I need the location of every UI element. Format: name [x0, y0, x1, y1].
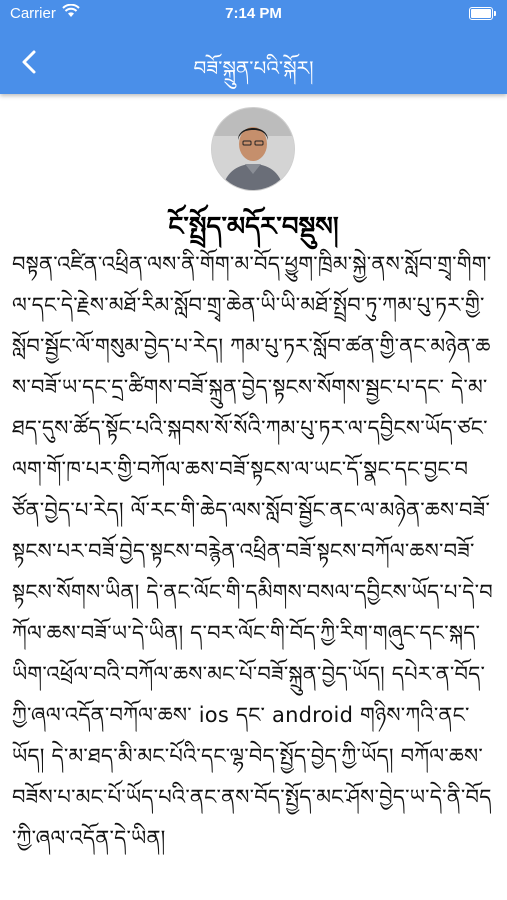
intro-paragraph: བསྟན་འཛིན་འཕྲིན་ལས་ནི་གོག་མ་བོད་ཕྱུག་ཁྲིམ་སྐྱེ་ནས་སློབ་གྲྭ་གིག་ལ་དང་དེ་རྗེས་མཐོ་རིམ་སློབ་གྲྭ་ཆེན་ཡི་ཡི་མཐོ་སྤྲོབ་ཏུ་ཀམ་པུ་ཏར་གྱི་སློབ་སྦྱོང་ལོ་གསུམ་བྱེད་པ་རེད། ཀམ་པུ་ཏར་སློབ་ཚན་གྱི་ནང་མཉེན་ཆས་བཟོ་ཡ་དང་དྲ་ཚིགས་བཟོ་སྐྲུན་བྱེད་སྟངས་སོགས་སྦྱང་པ་དང་ དེ་མ་ཐད་དུས་ཚོད་སྟོང་པའི་སྐབས་སོ་སོའི་ཀམ་པུ་ཏར་ལ་དབྱིངས་ཡོད་ཙང་ལག་གོ་ཁ་པར་གྱི་བཀོལ་ཆས་བཟོ་སྟངས་ལ་ཡང་དོ་སྣང་དང་བྱང་བཙོན་བྱེད་པ་རེད། ལོ་རང་གི་ཆེད་ལས་སློབ་སྦྱོང་ནང་ལ་མཉེན་ཆས་བཟོ་སྟངས་པར་བཟོ་བྱེད་སྟངས་བརྙེན་འཕྲིན་བཟོ་སྟངས་བཀོལ་ཆས་བཟོ་སྟངས་སོགས་ཡིན། དེ་ནང་ལོང་གི་དམིགས་བསལ་དབྱིངས་ཡོད་པ་དེ་བཀོལ་ཆས་བཟོ་ཡ་དེ་ཡིན། ད་བར་ལོང་གི་བོད་ཀྱི་རིག་གཞུང་དང་སྐད་ཡིག་འཕྲོལ་བའི་བཀོལ་ཆས་མང་པོ་བཟོ་སྐྲུན་བྱེད་ཡོད། དཔེར་ན་བོད་ཀྱི་ཞལ་འདོན་བཀོལ་ཆས་ ios དང་ android གཉིས་ཀའི་ནང་ཡོད། དེ་མ་ཐད་མི་མང་པོའི་དང་ལྷ་བེད་སྤྱོད་བྱེད་ཀྱི་ཡོད། བཀོལ་ཆས་བཟོས་པ་མང་པོ་ཡོད་པའི་ནང་ནས་བོད་སྤྱོད་མང་ཤོས་བྱེད་ཡ་དེ་ནི་བོད་ཀྱི་ཞལ་འདོན་དེ་ཡིན། [12, 252, 493, 850]
avatar [212, 108, 294, 190]
person-photo-icon [212, 108, 294, 190]
status-bar [0, 0, 507, 30]
carrier-label: Carrier [10, 5, 56, 22]
clock-label: 7:14 PM [225, 5, 282, 22]
intro-heading: ངོ་སྤྲོད་མདོར་བསྡུས། [168, 212, 339, 242]
page-title: བཟོ་སྐྲུན་པའི་སྐོར། [193, 56, 314, 80]
nav-bar [0, 34, 507, 90]
battery-icon [469, 7, 493, 20]
navigation-header [0, 0, 507, 94]
profile-content [0, 94, 507, 900]
